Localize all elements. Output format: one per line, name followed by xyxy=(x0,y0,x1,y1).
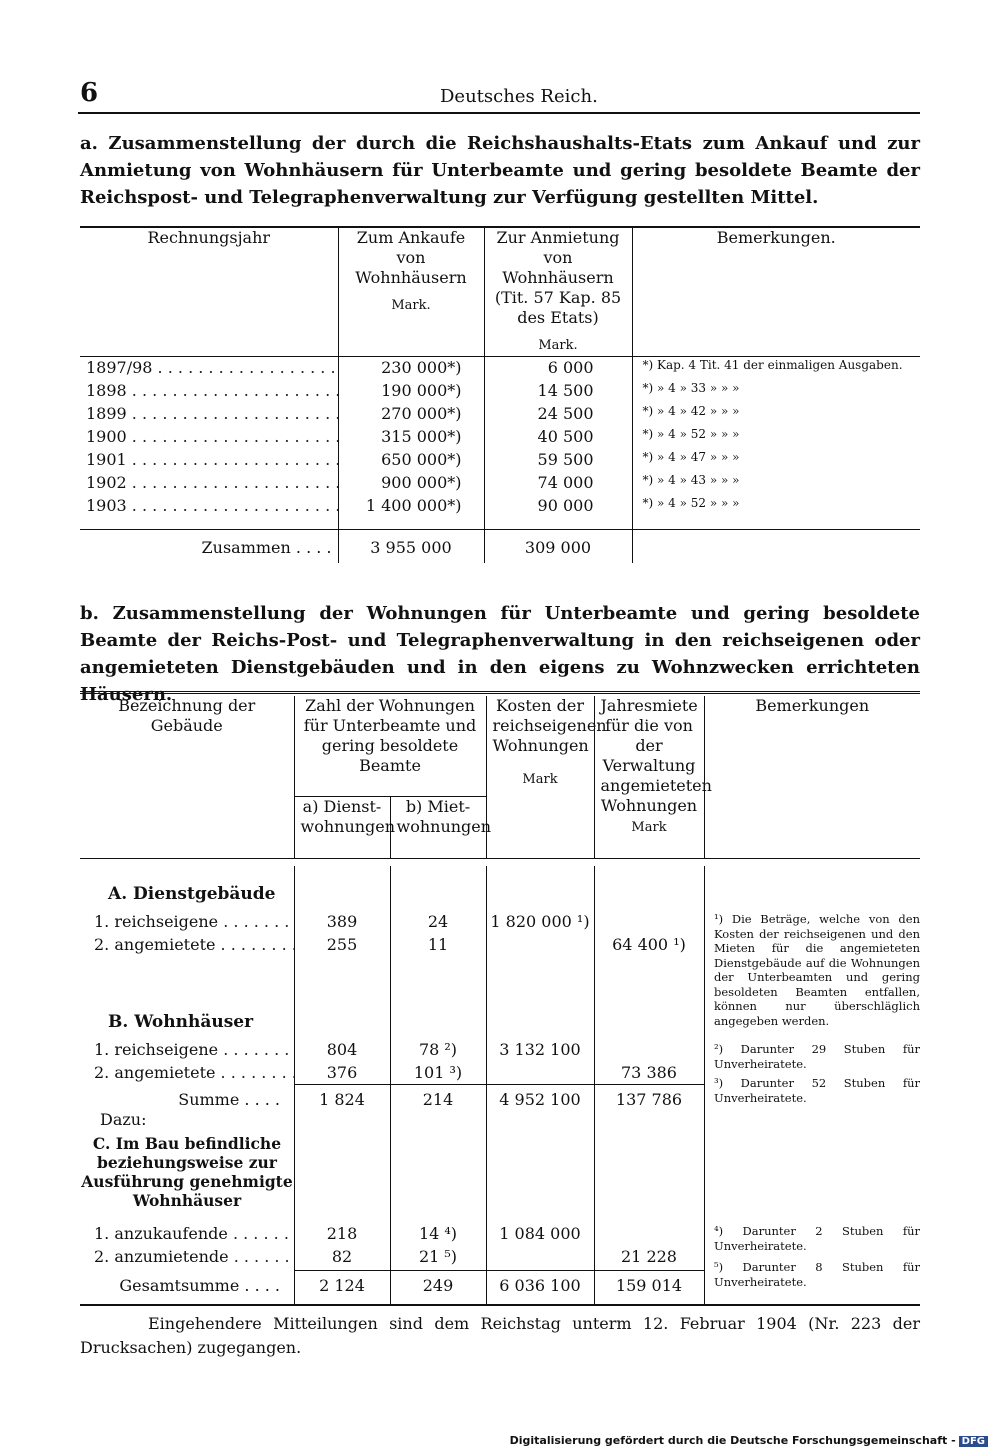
purchase-cell: 650 000*) xyxy=(338,450,484,473)
table-a-row xyxy=(80,381,920,404)
service-cell: 218 xyxy=(326,1224,358,1243)
header-remarks: Bemerkungen. xyxy=(716,228,836,247)
year-cell: 1901 . . . xyxy=(80,450,338,473)
table-a-row xyxy=(80,473,920,496)
footnote-1: ¹) Die Beträge, welche von den Kosten der reichseigenen und den Mieten für die angemieteten Dienstgebäude auf die Wohnungen der Unterbeamten und gering besoldeten Beamten entfallen, können nur überschläglich angegeben werden. xyxy=(714,912,920,1028)
remark-cell: *) » 4 » 52 » » » xyxy=(642,427,740,441)
group-a-rows xyxy=(80,910,704,956)
header-cost: Kosten der reichseigenen Wohnungen Mark xyxy=(486,696,594,858)
cost-cell: 3 132 100 xyxy=(499,1040,581,1059)
header-count: Zahl der Wohnungen für Unterbeamte und gering besoldete Beamte xyxy=(294,696,486,796)
sum-service: 1 824 xyxy=(319,1090,365,1109)
table-b-bottom-rule xyxy=(80,1304,920,1306)
group-a-heading: A. Dienstgebäude xyxy=(108,884,276,904)
service-cell: 804 xyxy=(326,1040,358,1059)
annual-cell xyxy=(594,1038,704,1061)
service-cell: 376 xyxy=(326,1063,358,1082)
unit-rent: Mark. xyxy=(538,338,578,353)
sum-label: Gesamtsumme . . . . xyxy=(119,1276,280,1295)
table-a-row xyxy=(80,427,920,450)
footnote-4: ⁴) Darunter 2 Stuben für Unverheiratete. xyxy=(714,1224,920,1253)
sum-row xyxy=(80,1274,704,1298)
purchase-cell: 230 000*) xyxy=(338,358,484,381)
row-label: 1. reichseigene . . . xyxy=(80,1038,294,1061)
rental-cell: 78 ²) xyxy=(418,1040,458,1059)
summe-row xyxy=(80,1088,704,1112)
rental-cell: 14 ⁴) xyxy=(418,1224,458,1243)
cost-cell: 1 820 000 ¹) xyxy=(490,912,590,931)
sum-rental: 249 xyxy=(422,1276,454,1295)
closing-note: Eingehendere Mitteilungen sind dem Reichstag unterm 12. Februar 1904 (Nr. 223 der Drucksachen) zugegangen. xyxy=(80,1314,920,1357)
purchase-cell: 190 000*) xyxy=(338,381,484,404)
group-b-heading: B. Wohnhäuser xyxy=(108,1012,254,1032)
rental-cell: 11 xyxy=(427,935,449,954)
sum-label: Summe . . . . xyxy=(178,1090,280,1109)
header-rule xyxy=(78,112,920,114)
header-annual: Jahresmiete für die von der Verwaltung angemieteten Wohnungen Mark xyxy=(594,696,704,858)
group-b-rows xyxy=(80,1038,704,1084)
rent-cell: 74 000 xyxy=(484,473,632,496)
header-remarks-b: Bemerkungen xyxy=(704,696,920,858)
service-cell: 389 xyxy=(326,912,358,931)
header-rental: b) Miet-wohnungen xyxy=(390,796,486,858)
remark-cell: *) » 4 » 33 » » » xyxy=(642,381,740,395)
dfg-logo: DFG xyxy=(959,1436,988,1447)
header-purchase: Zum Ankaufe von Wohnhäusern Mark. xyxy=(338,227,484,357)
sum-service: 2 124 xyxy=(319,1276,365,1295)
remark-cell: *) » 4 » 47 » » » xyxy=(642,450,740,464)
table-row xyxy=(80,910,704,933)
header-year: Rechnungsjahr xyxy=(147,228,271,247)
row-label: 2. anzumietende . . . xyxy=(80,1245,294,1268)
year-cell: 1903 . . . xyxy=(80,496,338,519)
row-label: 1. reichseigene . . . xyxy=(80,910,294,933)
header-service: a) Dienst-wohnungen xyxy=(294,796,390,858)
purchase-cell: 900 000*) xyxy=(338,473,484,496)
annual-cell xyxy=(594,1222,704,1245)
rental-cell: 101 ³) xyxy=(413,1063,463,1082)
table-a-row xyxy=(80,404,920,427)
rental-cell: 21 ⁵) xyxy=(418,1247,458,1266)
sum-row xyxy=(80,1088,704,1112)
table-row xyxy=(80,1061,704,1084)
group-c-heading: C. Im Bau befindliche beziehungsweise zur Ausführung genehmigte Wohnhäuser xyxy=(81,1134,293,1210)
table-row xyxy=(80,1245,704,1268)
service-cell: 82 xyxy=(331,1247,353,1266)
service-cell: 255 xyxy=(326,935,358,954)
table-a-row xyxy=(80,358,920,381)
cost-cell xyxy=(486,1245,594,1268)
unit-annual: Mark xyxy=(631,820,667,835)
table-b-top-rule xyxy=(80,691,920,695)
footnote-3: ³) Darunter 52 Stuben für Unverheiratete. xyxy=(714,1076,920,1105)
footnote-5: ⁵) Darunter 8 Stuben für Unverheiratete. xyxy=(714,1260,920,1289)
annual-cell xyxy=(594,910,704,933)
year-cell: 1898 . . . xyxy=(80,381,338,404)
gesamt-row xyxy=(80,1274,704,1298)
header-rent: Zur Anmietung von Wohnhäusern (Tit. 57 Kap. 85 des Etats) Mark. xyxy=(484,227,632,357)
row-label: 1. anzukaufende . . . xyxy=(80,1222,294,1245)
sum-rental: 214 xyxy=(422,1090,454,1109)
gesamt-rule xyxy=(294,1270,704,1271)
footnote-2: ²) Darunter 29 Stuben für Unverheiratete. xyxy=(714,1042,920,1071)
rent-cell: 24 500 xyxy=(484,404,632,427)
year-cell: 1897/98 . . . xyxy=(80,358,338,381)
unit-cost: Mark xyxy=(522,772,558,787)
table-a-body xyxy=(80,358,920,563)
remark-cell: *) » 4 » 52 » » » xyxy=(642,496,740,510)
sum-cost: 6 036 100 xyxy=(499,1276,581,1295)
table-a-row xyxy=(80,496,920,519)
running-head: Deutsches Reich. xyxy=(440,86,598,107)
table-row xyxy=(80,1222,704,1245)
year-cell: 1899 . . . xyxy=(80,404,338,427)
remark-cell: *) » 4 » 42 » » » xyxy=(642,404,740,418)
table-row xyxy=(80,1038,704,1061)
vline-5 xyxy=(704,866,705,1306)
sum-cost: 4 952 100 xyxy=(499,1090,581,1109)
rent-cell: 59 500 xyxy=(484,450,632,473)
total-label: Zusammen . . . . xyxy=(201,537,332,557)
annual-cell: 64 400 ¹) xyxy=(612,935,686,954)
section-a-title: a. Zusammenstellung der durch die Reichshaushalts-Etats zum Ankauf und zur Anmietung von Wohnhäusern für Unterbeamte und gering besoldete Beamte der Reichspost- und Telegraphenverwaltung zur Verfügung gestellten Mittel. xyxy=(80,133,920,208)
group-c-rows xyxy=(80,1222,704,1268)
remark-cell: *) » 4 » 43 » » » xyxy=(642,473,740,487)
row-label: 2. angemietete . . . xyxy=(80,1061,294,1084)
cost-cell xyxy=(486,933,594,956)
sum-annual: 159 014 xyxy=(615,1276,683,1295)
year-cell: 1902 . . . xyxy=(80,473,338,496)
footer-text: Digitalisierung gefördert durch die Deutsche Forschungsgemeinschaft - xyxy=(509,1434,956,1447)
purchase-cell: 1 400 000*) xyxy=(338,496,484,519)
row-label: 2. angemietete . . . xyxy=(80,933,294,956)
header-building: Bezeichnung der Gebäude xyxy=(80,696,294,858)
sum-rule xyxy=(294,1084,704,1085)
section-b-title: b. Zusammenstellung der Wohnungen für Unterbeamte und gering besoldete Beamte der Reichs-Post- und Telegraphenverwaltung in den reichseigenen oder angemieteten Dienstgebäuden und in den eigens zu Wohnzwecken errichteten Häusern. xyxy=(80,603,920,705)
purchase-cell: 315 000*) xyxy=(338,427,484,450)
dazu-label: Dazu: xyxy=(100,1110,147,1129)
rental-cell: 24 xyxy=(427,912,449,931)
page-number: 6 xyxy=(80,78,99,108)
table-b xyxy=(80,696,920,859)
unit-purchase: Mark. xyxy=(391,298,431,313)
annual-cell: 73 386 xyxy=(621,1063,677,1082)
rent-cell: 6 000 xyxy=(484,358,632,381)
rent-cell: 40 500 xyxy=(484,427,632,450)
total-purchase: 3 955 000 xyxy=(338,529,484,563)
remark-cell: *) Kap. 4 Tit. 41 der einmaligen Ausgaben. xyxy=(642,358,903,372)
cost-cell: 1 084 000 xyxy=(499,1224,581,1243)
year-cell: 1900 . . . xyxy=(80,427,338,450)
sum-annual: 137 786 xyxy=(615,1090,683,1109)
table-row xyxy=(80,933,704,956)
purchase-cell: 270 000*) xyxy=(338,404,484,427)
table-a-row xyxy=(80,450,920,473)
total-rent: 309 000 xyxy=(484,529,632,563)
rent-cell: 14 500 xyxy=(484,381,632,404)
footer-credit xyxy=(510,1434,988,1447)
table-a xyxy=(80,226,920,367)
annual-cell: 21 228 xyxy=(621,1247,677,1266)
cost-cell xyxy=(486,1061,594,1084)
rent-cell: 90 000 xyxy=(484,496,632,519)
